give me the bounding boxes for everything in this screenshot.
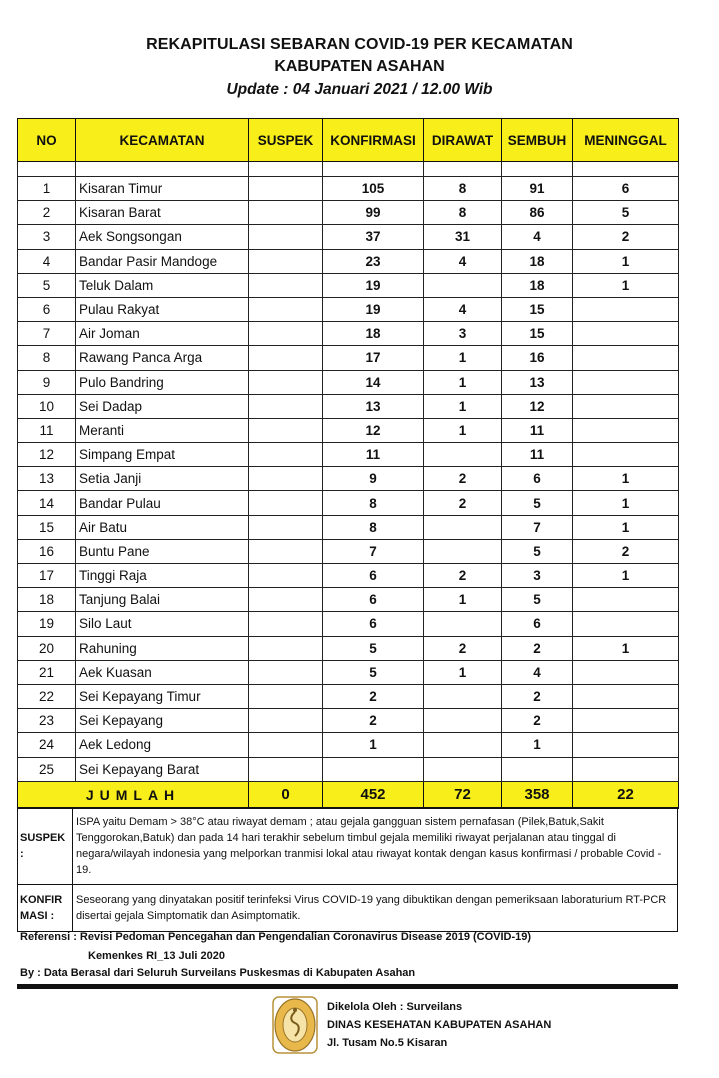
cell-dirawat (424, 273, 502, 297)
cell-meninggal (573, 394, 679, 418)
cell-dirawat: 1 (424, 346, 502, 370)
table-row (18, 733, 679, 757)
cell-kecamatan: Rawang Panca Arga (76, 346, 249, 370)
table-row (18, 201, 679, 225)
cell-kecamatan: Simpang Empat (76, 443, 249, 467)
cell-suspek (249, 249, 323, 273)
reference-line: Referensi : Revisi Pedoman Pencegahan dan Pengendalian Coronavirus Disease 2019 (COVID-19) (20, 931, 532, 943)
cell-konfirmasi: 23 (323, 249, 424, 273)
column-header-suspek: SUSPEK (249, 119, 323, 162)
cell-sembuh: 11 (502, 418, 573, 442)
cell-kecamatan: Rahuning (76, 636, 249, 660)
cell-sembuh: 86 (502, 201, 573, 225)
agency-address: Jl. Tusam No.5 Kisaran (327, 1037, 448, 1049)
cell-kecamatan: Bandar Pasir Mandoge (76, 249, 249, 273)
cell-suspek (249, 346, 323, 370)
cell-suspek (249, 225, 323, 249)
cell-sembuh: 3 (502, 564, 573, 588)
cell-no: 4 (18, 249, 76, 273)
cell-meninggal: 1 (573, 249, 679, 273)
cell-dirawat (424, 709, 502, 733)
cell-sembuh: 2 (502, 709, 573, 733)
cell-no: 13 (18, 467, 76, 491)
divider (17, 984, 678, 989)
cell-no: 23 (18, 709, 76, 733)
cell-no: 6 (18, 297, 76, 321)
cell-dirawat: 2 (424, 467, 502, 491)
column-header-kecamatan: KECAMATAN (76, 119, 249, 162)
cell-konfirmasi: 6 (323, 564, 424, 588)
cell-suspek (249, 757, 323, 781)
cell-dirawat (424, 515, 502, 539)
cell-dirawat: 2 (424, 491, 502, 515)
cell-no: 3 (18, 225, 76, 249)
cell-dirawat: 2 (424, 636, 502, 660)
total-sembuh: 358 (502, 781, 573, 808)
cell-konfirmasi: 17 (323, 346, 424, 370)
table-row (18, 346, 679, 370)
cell-meninggal: 5 (573, 201, 679, 225)
cell-konfirmasi: 2 (323, 684, 424, 708)
table-row (18, 564, 679, 588)
cell-meninggal: 1 (573, 564, 679, 588)
cell-meninggal (573, 733, 679, 757)
cell-meninggal (573, 709, 679, 733)
cell-kecamatan: Bandar Pulau (76, 491, 249, 515)
cell-sembuh: 5 (502, 588, 573, 612)
table-row (18, 273, 679, 297)
agency-name: DINAS KESEHATAN KABUPATEN ASAHAN (327, 1019, 552, 1031)
cell-sembuh: 91 (502, 177, 573, 201)
cell-sembuh (502, 757, 573, 781)
cell-no: 15 (18, 515, 76, 539)
cell-sembuh: 16 (502, 346, 573, 370)
cell-suspek (249, 394, 323, 418)
cell-no: 9 (18, 370, 76, 394)
cell-sembuh: 2 (502, 636, 573, 660)
cell-sembuh: 5 (502, 539, 573, 563)
cell-sembuh: 2 (502, 684, 573, 708)
cell-no: 25 (18, 757, 76, 781)
cell-dirawat (424, 539, 502, 563)
cell-suspek (249, 588, 323, 612)
cell-kecamatan: Pulo Bandring (76, 370, 249, 394)
cell-suspek (249, 322, 323, 346)
surveilans-seal-logo (272, 996, 318, 1054)
total-meninggal: 22 (573, 781, 679, 808)
cell-konfirmasi: 1 (323, 733, 424, 757)
table-row (18, 491, 679, 515)
cell-meninggal: 1 (573, 491, 679, 515)
cell-dirawat: 3 (424, 322, 502, 346)
cell-no: 7 (18, 322, 76, 346)
table-row (18, 709, 679, 733)
cell-suspek (249, 709, 323, 733)
cell-dirawat (424, 443, 502, 467)
cell-kecamatan: Sei Kepayang Timur (76, 684, 249, 708)
column-header-meninggal: MENINGGAL (573, 119, 679, 162)
cell-suspek (249, 733, 323, 757)
page-title: REKAPITULASI SEBARAN COVID-19 PER KECAMATAN (146, 36, 573, 53)
cell-kecamatan: Sei Kepayang Barat (76, 757, 249, 781)
table-row (18, 394, 679, 418)
table-row (18, 418, 679, 442)
table-row (18, 757, 679, 781)
cell-no: 21 (18, 660, 76, 684)
page-subtitle: KABUPATEN ASAHAN (274, 58, 445, 75)
reference-source: Kemenkes RI_13 Juli 2020 (88, 950, 225, 962)
cell-suspek (249, 491, 323, 515)
cell-meninggal: 1 (573, 515, 679, 539)
cell-dirawat (424, 684, 502, 708)
table-row (18, 612, 679, 636)
cell-kecamatan: Kisaran Timur (76, 177, 249, 201)
cell-dirawat: 1 (424, 418, 502, 442)
cell-meninggal: 1 (573, 467, 679, 491)
cell-sembuh: 6 (502, 467, 573, 491)
table-row (18, 467, 679, 491)
cell-suspek (249, 370, 323, 394)
table-row (18, 443, 679, 467)
cell-sembuh: 15 (502, 297, 573, 321)
cell-kecamatan: Aek Songsongan (76, 225, 249, 249)
cell-sembuh: 7 (502, 515, 573, 539)
cell-kecamatan: Sei Dadap (76, 394, 249, 418)
cell-dirawat: 31 (424, 225, 502, 249)
cell-kecamatan: Silo Laut (76, 612, 249, 636)
cell-suspek (249, 564, 323, 588)
table-row (18, 588, 679, 612)
table-row (18, 684, 679, 708)
cell-meninggal: 1 (573, 273, 679, 297)
spacer-row (18, 162, 679, 177)
cell-no: 11 (18, 418, 76, 442)
cell-meninggal: 6 (573, 177, 679, 201)
table-row (18, 225, 679, 249)
cell-meninggal (573, 418, 679, 442)
cell-meninggal (573, 443, 679, 467)
cell-suspek (249, 297, 323, 321)
cell-kecamatan: Tanjung Balai (76, 588, 249, 612)
cell-kecamatan: Buntu Pane (76, 539, 249, 563)
cell-suspek (249, 418, 323, 442)
cell-dirawat: 8 (424, 201, 502, 225)
cell-meninggal (573, 322, 679, 346)
cell-suspek (249, 467, 323, 491)
table-row (18, 297, 679, 321)
total-label: JUMLAH (18, 781, 249, 808)
column-header-konfirmasi: KONFIRMASI (323, 119, 424, 162)
cell-no: 24 (18, 733, 76, 757)
cell-meninggal: 2 (573, 539, 679, 563)
cell-konfirmasi: 13 (323, 394, 424, 418)
cell-no: 2 (18, 201, 76, 225)
cell-meninggal (573, 297, 679, 321)
cell-suspek (249, 539, 323, 563)
cell-kecamatan: Meranti (76, 418, 249, 442)
column-header-no: NO (18, 119, 76, 162)
cell-konfirmasi: 7 (323, 539, 424, 563)
cell-kecamatan: Air Joman (76, 322, 249, 346)
definitions-table (17, 807, 678, 932)
table-row (18, 636, 679, 660)
cell-dirawat: 1 (424, 370, 502, 394)
cell-konfirmasi: 11 (323, 443, 424, 467)
cell-konfirmasi: 99 (323, 201, 424, 225)
cell-konfirmasi: 37 (323, 225, 424, 249)
cell-kecamatan: Pulau Rakyat (76, 297, 249, 321)
cell-suspek (249, 636, 323, 660)
cell-konfirmasi: 19 (323, 273, 424, 297)
cell-sembuh: 12 (502, 394, 573, 418)
cell-suspek (249, 660, 323, 684)
definition-key: KONFIR MASI : (18, 885, 73, 932)
cell-dirawat (424, 757, 502, 781)
cell-suspek (249, 612, 323, 636)
cell-konfirmasi: 18 (323, 322, 424, 346)
data-source: By : Data Berasal dari Seluruh Surveilans Puskesmas di Kabupaten Asahan (20, 967, 416, 979)
definition-text: Seseorang yang dinyatakan positif terinfeksi Virus COVID-19 yang dibuktikan dengan pemeriksaan laboraturium RT-PCR disertai gejala Simptomatik dan Asimptomatik. (73, 885, 678, 932)
cell-dirawat: 4 (424, 249, 502, 273)
cell-sembuh: 5 (502, 491, 573, 515)
cell-dirawat: 1 (424, 588, 502, 612)
cell-dirawat: 1 (424, 660, 502, 684)
cell-no: 19 (18, 612, 76, 636)
cell-meninggal (573, 684, 679, 708)
cell-kecamatan: Sei Kepayang (76, 709, 249, 733)
cell-meninggal (573, 757, 679, 781)
total-row (18, 781, 679, 808)
cell-meninggal (573, 588, 679, 612)
cell-konfirmasi: 5 (323, 636, 424, 660)
cell-dirawat: 2 (424, 564, 502, 588)
cell-konfirmasi: 8 (323, 491, 424, 515)
definition-text: ISPA yaitu Demam > 38°C atau riwayat demam ; atau gejala gangguan sistem pernafasan (Pilek,Batuk,Sakit Tenggorokan,Batuk) dan pada 14 hari terakhir sebelum timbul gejala memiliki riwayat perjalanan atau tinggal di negara/wilayah indonesia yang melporkan tranmisi lokal atau riwayat kontak dengan kasus konfirmasi / probable Covid - 19. (73, 808, 678, 885)
cell-konfirmasi (323, 757, 424, 781)
cell-meninggal: 1 (573, 636, 679, 660)
cell-no: 18 (18, 588, 76, 612)
cell-no: 8 (18, 346, 76, 370)
cell-konfirmasi: 12 (323, 418, 424, 442)
update-date: Update : 04 Januari 2021 / 12.00 Wib (226, 81, 493, 98)
cell-meninggal (573, 612, 679, 636)
cell-no: 10 (18, 394, 76, 418)
cell-sembuh: 1 (502, 733, 573, 757)
cell-kecamatan: Aek Ledong (76, 733, 249, 757)
cell-konfirmasi: 8 (323, 515, 424, 539)
cell-sembuh: 4 (502, 225, 573, 249)
cell-sembuh: 4 (502, 660, 573, 684)
total-konfirmasi: 452 (323, 781, 424, 808)
cell-kecamatan: Kisaran Barat (76, 201, 249, 225)
cell-sembuh: 15 (502, 322, 573, 346)
cell-sembuh: 6 (502, 612, 573, 636)
table-row (18, 515, 679, 539)
cell-meninggal (573, 370, 679, 394)
definition-key: SUSPEK : (18, 808, 73, 885)
cell-no: 12 (18, 443, 76, 467)
cell-suspek (249, 273, 323, 297)
table-row (18, 660, 679, 684)
cell-meninggal: 2 (573, 225, 679, 249)
column-header-sembuh: SEMBUH (502, 119, 573, 162)
cell-konfirmasi: 6 (323, 588, 424, 612)
cell-dirawat (424, 733, 502, 757)
cell-no: 5 (18, 273, 76, 297)
cell-dirawat: 4 (424, 297, 502, 321)
table-row (18, 370, 679, 394)
cell-konfirmasi: 14 (323, 370, 424, 394)
total-dirawat: 72 (424, 781, 502, 808)
cell-suspek (249, 443, 323, 467)
cell-konfirmasi: 5 (323, 660, 424, 684)
cell-kecamatan: Setia Janji (76, 467, 249, 491)
cell-konfirmasi: 2 (323, 709, 424, 733)
cell-kecamatan: Air Batu (76, 515, 249, 539)
cell-sembuh: 11 (502, 443, 573, 467)
cell-kecamatan: Teluk Dalam (76, 273, 249, 297)
table-row (18, 539, 679, 563)
cell-kecamatan: Aek Kuasan (76, 660, 249, 684)
cell-dirawat (424, 612, 502, 636)
covid-table (17, 118, 679, 809)
table-row (18, 322, 679, 346)
cell-suspek (249, 515, 323, 539)
cell-no: 17 (18, 564, 76, 588)
cell-dirawat: 1 (424, 394, 502, 418)
cell-sembuh: 18 (502, 249, 573, 273)
managed-by: Dikelola Oleh : Surveilans (327, 1001, 463, 1013)
table-row (18, 249, 679, 273)
cell-no: 16 (18, 539, 76, 563)
cell-suspek (249, 177, 323, 201)
table-header-row (18, 119, 679, 162)
cell-dirawat: 8 (424, 177, 502, 201)
cell-suspek (249, 684, 323, 708)
table-row (18, 177, 679, 201)
cell-sembuh: 13 (502, 370, 573, 394)
cell-konfirmasi: 105 (323, 177, 424, 201)
definition-suspek-row (18, 808, 678, 885)
cell-no: 14 (18, 491, 76, 515)
cell-sembuh: 18 (502, 273, 573, 297)
cell-meninggal (573, 660, 679, 684)
cell-konfirmasi: 19 (323, 297, 424, 321)
column-header-dirawat: DIRAWAT (424, 119, 502, 162)
cell-no: 1 (18, 177, 76, 201)
definition-konfirmasi-row (18, 885, 678, 932)
cell-suspek (249, 201, 323, 225)
cell-no: 20 (18, 636, 76, 660)
cell-meninggal (573, 346, 679, 370)
cell-konfirmasi: 6 (323, 612, 424, 636)
cell-kecamatan: Tinggi Raja (76, 564, 249, 588)
cell-no: 22 (18, 684, 76, 708)
cell-konfirmasi: 9 (323, 467, 424, 491)
total-suspek: 0 (249, 781, 323, 808)
